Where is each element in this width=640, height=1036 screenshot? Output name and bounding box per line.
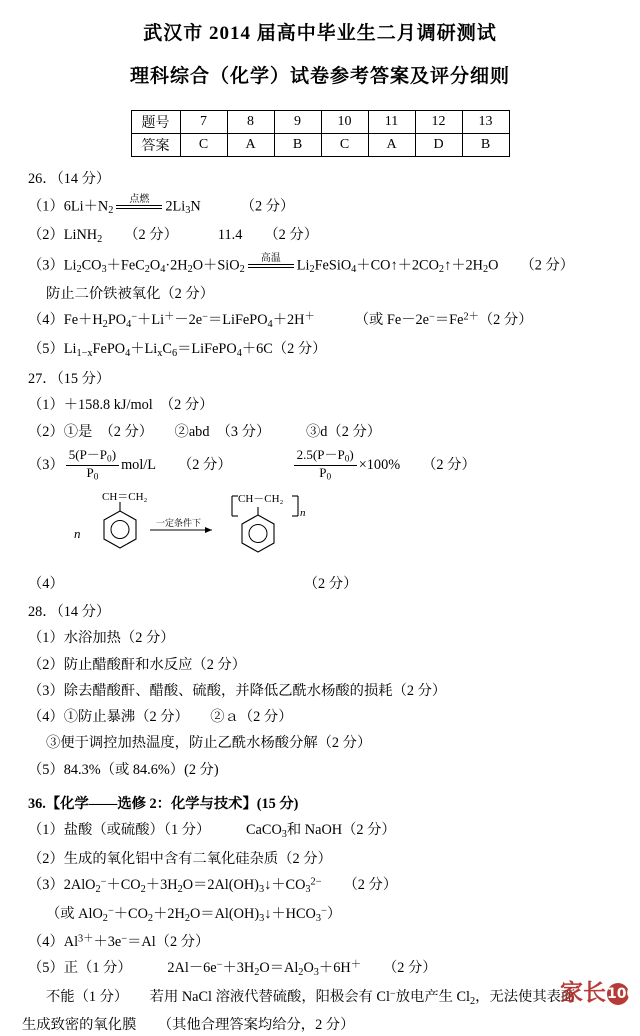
- reaction-under-label: [116, 209, 162, 219]
- sup-minus: −: [100, 876, 107, 888]
- sup-plus: ＋: [304, 311, 315, 323]
- q26-2-sub: 2: [97, 234, 103, 246]
- q26-4-score: （2 分）: [478, 312, 533, 329]
- q26-4-c: ＋Li: [137, 312, 165, 329]
- sup-minus: −: [202, 311, 208, 323]
- q26-1-sub2: 3: [185, 205, 191, 217]
- q27-answer-2: （2）①是 （2 分） ②abd （3 分） ③d（2 分）: [28, 423, 382, 440]
- q26-3-j: ↑＋2H: [444, 257, 483, 274]
- sub-2: 2: [470, 995, 476, 1007]
- sup-3plus: 3＋: [78, 933, 94, 945]
- answer-cell: C: [180, 134, 227, 157]
- q26-4-a: （4）Fe＋H: [28, 312, 103, 329]
- answer-cell: C: [321, 134, 368, 157]
- watermark-logo: [560, 974, 637, 1007]
- sub-4: 4: [126, 318, 132, 330]
- q26-answer-1: [28, 195, 618, 219]
- multiple-choice-answer-table: [131, 110, 510, 157]
- q26-5-f: ＋6C（2 分）: [241, 340, 327, 357]
- q26-5-c: ＋Li: [130, 340, 158, 357]
- q26-4-alt: （或 Fe－2e: [354, 312, 430, 329]
- q36-3-d: O＝2Al(OH): [182, 877, 259, 894]
- sub-2: 2: [147, 912, 154, 924]
- q26-3-score: （2 分）: [520, 257, 575, 274]
- sup-minus: −: [389, 988, 396, 1000]
- answer-cell: B: [274, 134, 321, 157]
- q36-answer-7: 生成致密的氧化膜 （其他合理答案均给分，2 分）: [22, 1017, 355, 1034]
- benzene-inner-circle-right: [249, 524, 267, 542]
- question-26-heading: 26．（14 分）: [28, 171, 111, 187]
- question-number-cell: 9: [274, 111, 321, 134]
- q36-6-b: 放电产生 Cl: [395, 988, 471, 1005]
- sub-2: 2: [438, 263, 445, 275]
- q26-1-score: （2 分）: [240, 198, 295, 215]
- q36-3-c: ＋3H: [145, 877, 178, 894]
- reaction-arrow-head: [205, 527, 212, 533]
- q36-4-c: ＝Al（2 分）: [127, 934, 210, 951]
- denominator-text: P: [319, 465, 327, 481]
- denominator-text: P: [86, 465, 94, 481]
- benzene-ring-left: [104, 511, 136, 548]
- q26-4-alt2: ＝Fe: [434, 312, 464, 329]
- q36-answer-3-alt: [28, 904, 618, 926]
- answer-cell: A: [368, 134, 415, 157]
- sub-2: 2: [177, 883, 183, 895]
- q36-1-a: （1）盐酸（或硫酸）（1 分） CaCO: [28, 822, 282, 839]
- q36-answer-2: （2）生成的氧化铝中含有二氧化硅杂质（2 分）: [28, 850, 332, 867]
- sub-4: 4: [236, 347, 242, 359]
- sub-3: 3: [101, 263, 107, 275]
- polymerization-structure-diagram: [28, 490, 618, 568]
- sub-2: 2: [102, 318, 108, 330]
- sub-3: 3: [315, 912, 321, 924]
- sub-2: 2: [76, 263, 82, 275]
- table-row-question-numbers: [131, 111, 509, 134]
- question-36-heading: 36.【化学——选修 2：化学与技术】(15 分): [28, 796, 299, 813]
- q26-1-product: 2Li: [165, 198, 186, 215]
- reaction-condition-label: 点燃: [129, 194, 150, 206]
- q26-5-d: C: [162, 340, 172, 357]
- sub-2: 2: [102, 912, 108, 924]
- fraction-expression-2: [294, 448, 357, 484]
- fraction-expression-1: [66, 448, 119, 484]
- sup-plus: ＋: [350, 959, 361, 971]
- row-header-answer: 答案: [131, 134, 180, 157]
- watermark-number: 100: [607, 983, 629, 1005]
- sub-2: 2: [187, 263, 193, 275]
- q36-3alt-a: （或 AlO: [46, 905, 103, 922]
- page-title-line1: 武汉市 2014 届高中毕业生二月调研测试: [143, 23, 497, 44]
- question-number-cell: 10: [321, 111, 368, 134]
- q36-answer-5: [28, 958, 618, 980]
- q26-4-f: ＋2H: [272, 312, 305, 329]
- fraction-numerator: [294, 448, 357, 466]
- q36-3alt-c: ＋2H: [153, 905, 185, 922]
- reaction-condition-label: 高温: [260, 252, 281, 264]
- q26-3-f: O＋SiO: [192, 257, 240, 274]
- sub-x: x: [157, 347, 163, 359]
- q26-4-e: ＝LiFePO: [207, 312, 268, 329]
- sub-4: 4: [160, 263, 166, 275]
- q26-answer-2: [28, 225, 618, 247]
- numerator-text: 5(P－P: [68, 446, 108, 462]
- q36-5-a: （5）正（1 分） 2Al－6e: [28, 960, 217, 977]
- q36-5-e: ＋6H: [318, 960, 351, 977]
- q26-answer-3: [28, 254, 618, 278]
- page-title-line2: 理科综合（化学）试卷参考答案及评分细则: [129, 66, 510, 87]
- fraction-denominator: [66, 466, 119, 483]
- question-number-cell: 7: [180, 111, 227, 134]
- sub-3: 3: [258, 883, 265, 895]
- q36-3-b: ＋CO: [106, 877, 141, 894]
- q27-answer-3: [28, 448, 618, 484]
- q26-3-k: O: [488, 257, 499, 274]
- q26-3-i: ＋CO↑＋2CO: [356, 257, 439, 274]
- answer-body: [0, 169, 640, 1036]
- q36-3alt-e: ↓＋HCO: [264, 905, 316, 922]
- sup-minus: −: [121, 933, 128, 945]
- q27-3-score1: （2 分）: [178, 457, 232, 474]
- q36-3-e: ↓＋CO: [264, 877, 306, 894]
- q26-1-text: （1）6Li＋N: [28, 198, 109, 215]
- answer-sheet-page: [0, 18, 640, 1034]
- denominator-sub: 0: [93, 472, 99, 483]
- q26-4-b: PO: [107, 312, 127, 329]
- q28-answer-2: （2）防止醋酸酐和水反应（2 分）: [28, 656, 247, 673]
- question-number-cell: 13: [462, 111, 509, 134]
- q36-6-a: 不能（1 分） 若用 NaCl 溶液代替硫酸，阳极会有 Cl: [46, 988, 390, 1005]
- reaction-condition-label: 一定条件下: [156, 517, 202, 528]
- q36-answer-4: [28, 932, 618, 952]
- q36-5-score: （2 分）: [382, 960, 437, 977]
- sub-3: 3: [313, 967, 319, 979]
- q28-answer-5: （5）84.3%（或 84.6%）(2 分): [28, 761, 219, 778]
- sub-4: 4: [125, 347, 131, 359]
- answer-cell: A: [227, 134, 274, 157]
- q26-2-score2: （2 分）: [264, 227, 318, 244]
- numerator-sub: 0: [107, 454, 112, 465]
- q36-answer-1: [28, 820, 618, 842]
- question-27-heading: 27．（15 分）: [28, 371, 111, 388]
- denominator-sub: 0: [326, 472, 332, 483]
- q27-4-label: （4）: [28, 575, 64, 592]
- sup-2minus: 2−: [310, 876, 322, 888]
- q28-answer-4: （4）①防止暴沸（2 分） ②ａ（2 分）: [28, 709, 293, 726]
- sub-1-x: 1−x: [76, 347, 93, 359]
- q36-1-b: 和 NaOH（2 分）: [286, 822, 396, 839]
- vinyl-label-left: CH＝CH₂: [102, 490, 148, 503]
- question-28-heading: 28．（14 分）: [28, 603, 111, 620]
- q36-4-a: （4）Al: [28, 934, 79, 951]
- q26-1-sub1: 2: [108, 205, 114, 217]
- q28-answer-4b: ③便于调控加热温度，防止乙酰水杨酸分解（2 分）: [46, 735, 372, 752]
- sup-2plus: 2＋: [463, 311, 479, 323]
- q27-3-unit: mol/L: [121, 457, 157, 474]
- numerator-end: ): [349, 446, 354, 462]
- sub-3: 3: [305, 883, 311, 895]
- q26-3-g: Li: [296, 257, 310, 274]
- sup-minus: −: [321, 904, 327, 916]
- sub-2: 2: [95, 883, 101, 895]
- answer-cell: B: [462, 134, 509, 157]
- q26-2-text: （2）LiNH: [28, 227, 98, 244]
- q26-5-e: ＝LiFePO: [177, 340, 237, 357]
- q26-1-product-end: N: [190, 198, 201, 215]
- q26-answer-3-note: 防止二价铁被氧化（2 分）: [46, 285, 214, 302]
- answer-cell: D: [415, 134, 462, 157]
- numerator-end: ): [111, 446, 117, 462]
- sub-2: 2: [184, 912, 190, 924]
- q26-3-c: ＋FeC: [106, 257, 145, 274]
- q28-answer-3: （3）除去醋酸酐、醋酸、硫酸，并降低乙酰水杨酸的损耗（2 分）: [28, 682, 447, 699]
- watermark-text-left: 家长: [560, 980, 606, 1006]
- sub-2: 2: [144, 263, 150, 275]
- q36-5-d: O: [303, 960, 314, 977]
- q36-3-a: （3）2AlO: [28, 877, 96, 894]
- answer-table-wrapper: [0, 110, 640, 157]
- q27-4-score: （2 分）: [303, 575, 358, 592]
- fraction-denominator: [294, 466, 357, 483]
- q36-answer-6: [28, 987, 618, 1009]
- question-number-cell: 11: [368, 111, 415, 134]
- q36-3-score: （2 分）: [343, 877, 398, 894]
- sub-3: 3: [259, 912, 265, 924]
- reaction-arrow-ignite: [116, 195, 162, 219]
- sub-2: 2: [482, 263, 489, 275]
- sub-4: 4: [267, 318, 273, 330]
- question-number-cell: 8: [227, 111, 274, 134]
- styrene-polymerization-svg: [72, 490, 362, 566]
- q36-6-c: ，无法使其表面: [475, 988, 576, 1005]
- q26-3-a: （3）Li: [28, 257, 77, 274]
- q26-3-b: CO: [81, 257, 102, 274]
- benzene-ring-right: [242, 515, 274, 552]
- fraction-numerator: [66, 448, 119, 466]
- sub-2: 2: [298, 967, 304, 979]
- q36-1-sub: 3: [281, 829, 287, 841]
- q27-3-percent: ×100%: [358, 457, 401, 474]
- sup-minus: −: [216, 959, 223, 971]
- q27-3-score2: （2 分）: [422, 457, 476, 474]
- sup-minus: −: [107, 904, 114, 916]
- sup-plus: ＋: [164, 311, 175, 323]
- poly-n-right: n: [300, 506, 306, 519]
- q36-3alt-d: O＝Al(OH): [189, 905, 260, 922]
- sup-minus: −: [131, 311, 138, 323]
- q36-4-b: ＋3e: [93, 934, 122, 951]
- q36-answer-3: [28, 875, 618, 897]
- q26-3-h: FeSiO: [314, 257, 352, 274]
- q36-3alt-b: ＋CO: [113, 905, 148, 922]
- q26-answer-5: [28, 339, 618, 361]
- q36-5-c: O＝Al: [259, 960, 299, 977]
- sup-minus: −: [429, 311, 435, 323]
- sub-2: 2: [254, 967, 260, 979]
- q26-2-score1: （2 分）: [124, 227, 178, 244]
- sub-2: 2: [140, 883, 146, 895]
- q26-answer-4: [28, 310, 618, 332]
- q26-5-b: FePO: [92, 340, 126, 357]
- numerator-text: 2.5(P－P: [296, 446, 345, 462]
- reaction-arrow-hightemp: [248, 254, 294, 278]
- repeat-unit-label: CH－CH₂: [238, 492, 284, 505]
- q26-5-a: （5）Li: [28, 340, 77, 357]
- sub-2: 2: [239, 263, 245, 275]
- q26-2-value: 11.4: [217, 227, 243, 244]
- sub-6: 6: [171, 347, 178, 359]
- q27-answer-4: [28, 574, 618, 594]
- q26-4-d: －2e: [174, 312, 203, 329]
- poly-n-left: n: [74, 525, 81, 541]
- numerator-sub: 0: [344, 454, 350, 465]
- paren-close: ）: [326, 905, 342, 922]
- q26-3-e: ·2H: [165, 257, 188, 274]
- q28-answer-1: （1）水浴加热（2 分）: [28, 630, 175, 647]
- q26-3-d: O: [149, 257, 161, 274]
- sub-2: 2: [309, 263, 315, 275]
- q27-3-prefix: （3）: [28, 457, 64, 474]
- q27-answer-1: （1）＋158.8 kJ/mol （2 分）: [28, 397, 214, 414]
- sub-4: 4: [351, 263, 357, 275]
- reaction-under-label: [248, 268, 294, 278]
- question-number-cell: 12: [415, 111, 462, 134]
- q36-5-b: ＋3H: [222, 960, 255, 977]
- benzene-inner-circle-left: [111, 520, 129, 538]
- row-header-question: 题号: [131, 111, 180, 134]
- table-row-answers: [131, 134, 509, 157]
